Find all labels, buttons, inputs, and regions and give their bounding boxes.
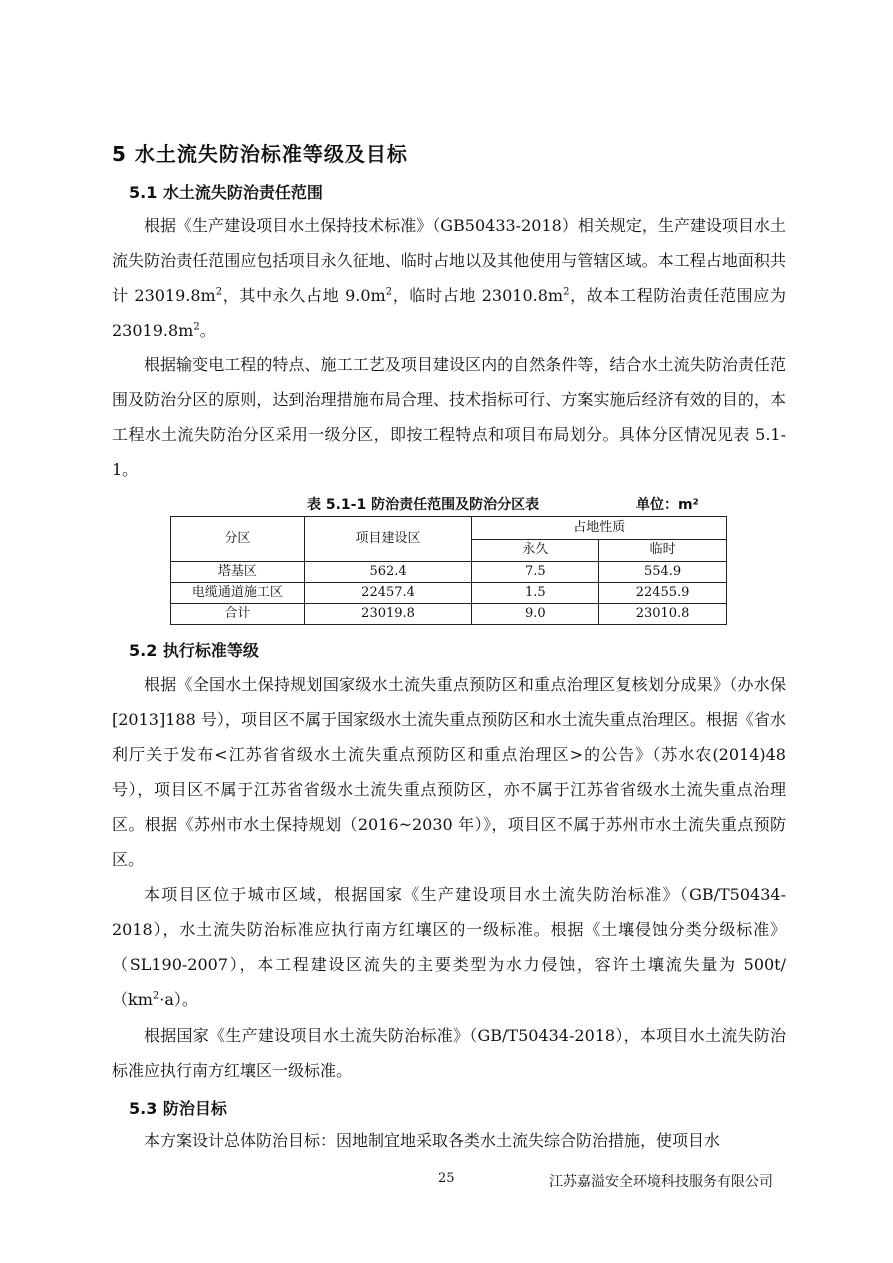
table-row	[171, 562, 727, 583]
section-5-2-title: 5.2 执行标准等级	[129, 641, 259, 660]
cell-temporary: 22455.9	[599, 583, 727, 604]
para-text: 本项目区位于城市区域，根据国家《生产建设项目水土流失防治标准》（GB/T50434-2018），水土流失防治标准应执行南方红壤区的一级标准。根据《土壤侵蚀分类分级标准》（SL190-2007），本工程建设区流失的主要类型为水力侵蚀，容许土壤流失量为 500t/（km	[112, 885, 786, 1009]
superscript: 2	[563, 286, 570, 298]
cell-zone: 合计	[171, 604, 305, 625]
footer-organization: 江苏嘉溢安全环境科技服务有限公司	[549, 1174, 773, 1190]
table-row	[171, 604, 727, 625]
table-row	[171, 583, 727, 604]
cell-area: 562.4	[304, 562, 472, 583]
section-5-1-paragraph-1	[112, 208, 786, 348]
header-area: 项目建设区	[304, 517, 472, 562]
header-temporary: 临时	[599, 539, 727, 562]
header-land-nature: 占地性质	[472, 517, 727, 540]
superscript: 2	[152, 990, 160, 1002]
cell-area: 22457.4	[304, 583, 472, 604]
para-text: ，故本工程防治责任范围应为 23019.8m	[112, 286, 786, 340]
section-5-3-title: 5.3 防治目标	[129, 1099, 227, 1118]
page-number: 25	[438, 1171, 455, 1186]
superscript: 2	[385, 286, 393, 298]
section-5-2-paragraph-3: 根据国家《生产建设项目水土流失防治标准》（GB/T50434-2018），本项目水土流失防治标准应执行南方红壤区一级标准。	[112, 1026, 786, 1080]
section-5-3-paragraph-1: 本方案设计总体防治目标：因地制宜地采取各类水土流失综合防治措施，使项目水	[144, 1131, 721, 1150]
superscript: 2	[215, 286, 223, 298]
cell-permanent: 7.5	[472, 562, 599, 583]
cell-permanent: 9.0	[472, 604, 599, 625]
table-unit: 单位：m²	[636, 497, 699, 513]
cell-zone: 塔基区	[171, 562, 305, 583]
table-header-row	[171, 517, 727, 540]
section-5-1-paragraph-2: 根据输变电工程的特点、施工工艺及项目建设区内的自然条件等，结合水土流失防治责任范围及防治分区的原则，达到治理措施布局合理、技术指标可行、方案实施后经济有效的目的，本工程水土流失防治分区采用一级分区，即按工程特点和项目布局划分。具体分区情况见表 5.1-1。	[112, 355, 786, 479]
header-zone: 分区	[171, 517, 305, 562]
para-text: ，临时占地 23010.8m	[392, 286, 564, 305]
cell-temporary: 23010.8	[599, 604, 727, 625]
section-5-1-title: 5.1 水土流失防治责任范围	[129, 183, 323, 202]
cell-zone: 电缆通道施工区	[171, 583, 305, 604]
header-permanent: 永久	[472, 539, 599, 562]
para-text: ·a）。	[159, 990, 198, 1009]
section-5-2-paragraph-2	[112, 877, 786, 1017]
cell-permanent: 1.5	[472, 583, 599, 604]
chapter-title: 5 水土流失防治标准等级及目标	[112, 142, 408, 166]
responsibility-range-table	[170, 516, 727, 625]
table-title: 表 5.1-1 防治责任范围及防治分区表	[307, 497, 540, 513]
section-5-2-paragraph-1: 根据《全国水土保持规划国家级水土流失重点预防区和重点治理区复核划分成果》（办水保[2013]188 号），项目区不属于国家级水土流失重点预防区和水土流失重点治理区。根据《省水利厅关于发布<江苏省省级水土流失重点预防区和重点治理区>的公告》（苏水农(2014)48 号），项目区不属于江苏省省级水土流失重点预防区，亦不属于江苏省省级水土流失重点治理区。根据《苏州市水土保持规划（2016~2030 年）》，项目区不属于苏州市水土流失重点预防区。	[112, 675, 786, 869]
cell-area: 23019.8	[304, 604, 472, 625]
cell-temporary: 554.9	[599, 562, 727, 583]
superscript: 2	[193, 321, 200, 333]
para-text: ，其中永久占地 9.0m	[222, 286, 386, 305]
para-text: 。	[199, 321, 216, 340]
para-text: 根据《生产建设项目水土保持技术标准》（GB50433-2018）相关规定，生产建设项目水土流失防治责任范围应包括项目永久征地、临时占地以及其他使用与管辖区域。本工程占地面积共计 23019.8m	[112, 216, 786, 305]
